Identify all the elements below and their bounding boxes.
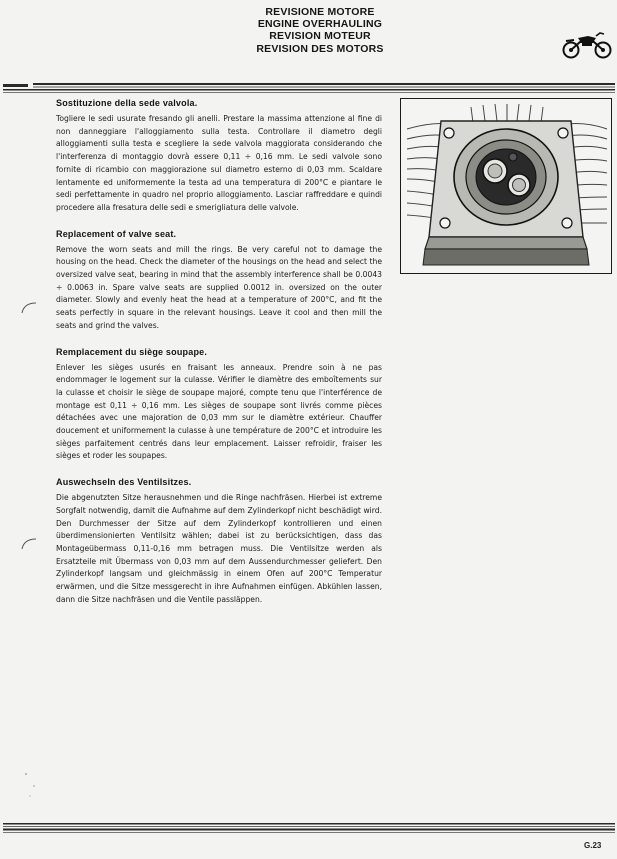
section-english	[56, 229, 382, 333]
section-italian	[56, 98, 382, 215]
section-text: Enlever les sièges usurés en fraisant les anneaux. Prendre soin à ne pas endommager le logement sur la culasse. Vérifier le diamètre des emboîtements sur la culasse et choisir le siège de soupape majoré, compte tenu que l'interférence de montage est 0,11 ÷ 0,16 mm. Les sièges de soupape sont livrés comme pièces détachées avec une majoration de 0,03 mm sur le diamètre extérieur. Chauffer doucement et uniformement la culasse à une température de 200°C et introduire les sièges parfaitement centrés dans leur emplacement. Laisser refroidir, fraiser les sièges et roder les soupapes.	[56, 362, 382, 461]
section-text: Remove the worn seats and mill the rings. Be very careful not to damage the housing on the head. Check the diameter of the housings on the head and select the oversized valve seat, bearing in mind that the assembly interference shall be 0.0043 ÷ 0.0063 in. Spare valve seats are supplied 0.0012 in. oversized on the outer diameter. Slowly and evenly heat the head at a temperature of 200°C, and fit the seats perfectly in square in the relevant housings. Leave it cool and then mill the seats and grind the valves.	[56, 244, 382, 330]
bottom-rule	[3, 819, 615, 831]
page-header	[230, 6, 410, 55]
scan-specks	[22, 770, 42, 800]
section-title: Auswechseln des Ventilsitzes.	[56, 477, 192, 488]
hole-punch-mark	[20, 300, 38, 314]
header-title-de: REVISION DES MOTORS	[256, 42, 384, 55]
section-text: Die abgenutzten Sitze herausnehmen und die Ringe nachfräsen. Hierbei ist extreme Sorgfalt notwendig, damit die Aufnahme auf dem Zylinderkopf nicht beschädigt wird. Den Durchmesser der Sitze auf dem Zylinderkopf kontrollieren und einen überdimensionierten Ventilsitz wählen; dabei ist zu berücksichtigen, dass das Montageübermass 0,11-0,16 mm betragen muss. Die Ventilsitze werden als Ersatzteile mit Übermass von 0,03 mm auf dem Aussendurchmesser geliefert. Den Zylinderkopf langsam und gleichmässig in einem Ofen auf 200°C Temperatur erwärmen, und die Sitze messgerecht in ihre Aufnahmen einfügen. Abkühlen lassen, dann die Sitze nachfräsen und die Ventile passläppen.	[56, 493, 382, 604]
section-title: Replacement of valve seat.	[56, 228, 177, 239]
section-title: Remplacement du siège soupape.	[56, 346, 208, 357]
main-content	[56, 98, 382, 621]
section-french	[56, 347, 382, 464]
section-german	[56, 477, 382, 606]
header-title-fr: REVISION MOTEUR	[269, 30, 371, 43]
section-text: Togliere le sedi usurate fresando gli anelli. Prestare la massima attenzione al fine di non danneggiare l'alloggiamento sulla testa. Controllare il diametro degli alloggiamenti sulla testa e scegliere la sede valvola maggiorata considerando che l'interferenza di montaggio dovrà essere 0,11 ÷ 0,16 mm. Le sedi valvole sono fornite di ricambio con maggiorazione sul diametro esterno di 0,03 mm. Scaldare lentamente ed uniformemente la testa ad una temperatura di 200°C e piantare le sedi perfettamente in quadro nel proprio alloggiamento. Lasciar raffreddare e quindi procedere alla fresatura delle sedi e smerigliatura delle valvole.	[56, 114, 382, 212]
section-title: Sostituzione della sede valvola.	[56, 98, 198, 108]
header-title-it: REVISIONE MOTORE	[265, 6, 375, 18]
header-title-en: ENGINE OVERHAULING	[257, 18, 383, 31]
motorcycle-icon	[560, 30, 614, 60]
page-number: G.23	[584, 841, 602, 850]
cylinder-head-illustration	[400, 98, 612, 274]
top-rule	[3, 79, 615, 91]
hole-punch-mark	[20, 536, 38, 550]
